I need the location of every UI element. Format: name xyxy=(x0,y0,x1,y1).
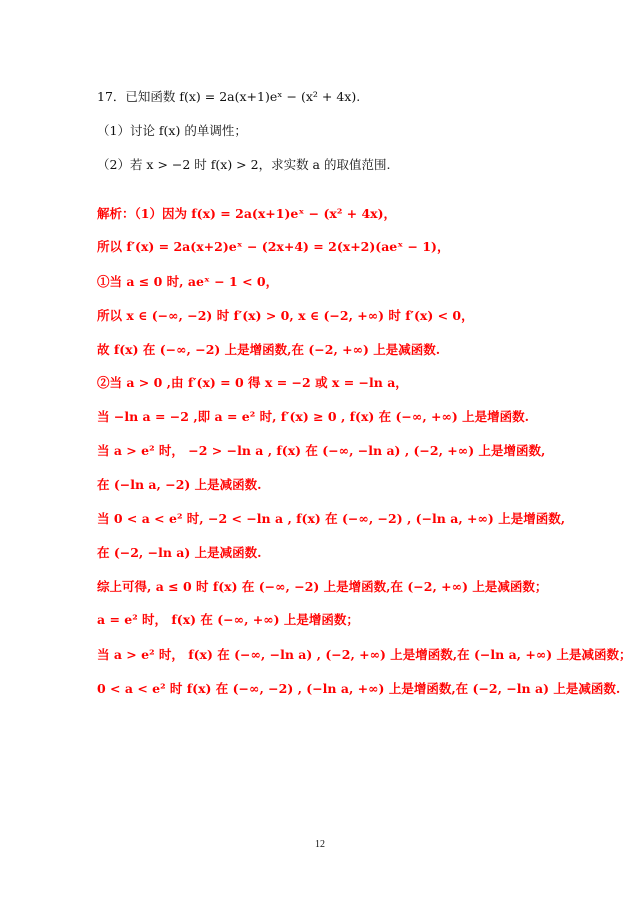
solution-line-1: 解析：（1）因为 f(x) = 2a(x+1)eˣ − (x² + 4x)， xyxy=(97,206,397,221)
solution-line-4: 所以 x ∈ (−∞, −2) 时 f′(x) > 0, x ∈ (−2, +∞) 时 f′(x) < 0， xyxy=(97,308,474,323)
page-number: 12 xyxy=(315,839,325,850)
solution-line-11: 在 (−2, −ln a) 上是减函数. xyxy=(97,545,262,560)
solution-line-12: 综上可得, a ≤ 0 时 f(x) 在 (−∞, −2) 上是增函数,在 (−2, +∞) 上是减函数； xyxy=(97,579,548,594)
solution-line-8: 当 a > e² 时， −2 > −ln a , f(x) 在 (−∞, −ln a) , (−2, +∞) 上是增函数, xyxy=(97,443,546,458)
solution-line-2: 所以 f′(x) = 2a(x+2)eˣ − (2x+4) = 2(x+2)(aeˣ − 1)， xyxy=(97,239,450,254)
solution-line-15: 0 < a < e² 时 f(x) 在 (−∞, −2) , (−ln a, +∞) 上是增函数,在 (−2, −ln a) 上是减函数. xyxy=(97,681,621,696)
solution-line-7: 当 −ln a = −2 ,即 a = e² 时, f′(x) ≥ 0 , f(x) 在 (−∞, +∞) 上是增函数. xyxy=(97,409,530,424)
solution-line-9: 在 (−ln a, −2) 上是减函数. xyxy=(97,477,262,492)
solution-line-10: 当 0 < a < e² 时, −2 < −ln a , f(x) 在 (−∞, −2) , (−ln a, +∞) 上是增函数, xyxy=(97,511,566,526)
solution-line-5: 故 f(x) 在 (−∞, −2) 上是增函数,在 (−2, +∞) 上是减函数. xyxy=(97,342,441,357)
problem-statement: 17．已知函数 f(x) = 2a(x+1)eˣ − (x² + 4x). xyxy=(97,89,361,104)
solution-line-14: 当 a > e² 时， f(x) 在 (−∞, −ln a) , (−2, +∞) 上是增函数,在 (−ln a, +∞) 上是减函数； xyxy=(97,647,632,662)
solution-line-13: a = e² 时， f(x) 在 (−∞, +∞) 上是增函数； xyxy=(97,612,359,627)
solution-line-3: ①当 a ≤ 0 时, aeˣ − 1 < 0， xyxy=(97,274,279,289)
solution-line-6: ②当 a > 0 ,由 f′(x) = 0 得 x = −2 或 x = −ln a， xyxy=(97,375,408,390)
problem-part-2: （2）若 x > −2 时 f(x) > 2，求实数 a 的取值范围. xyxy=(97,157,391,172)
problem-part-1: （1）讨论 f(x) 的单调性； xyxy=(97,123,247,138)
